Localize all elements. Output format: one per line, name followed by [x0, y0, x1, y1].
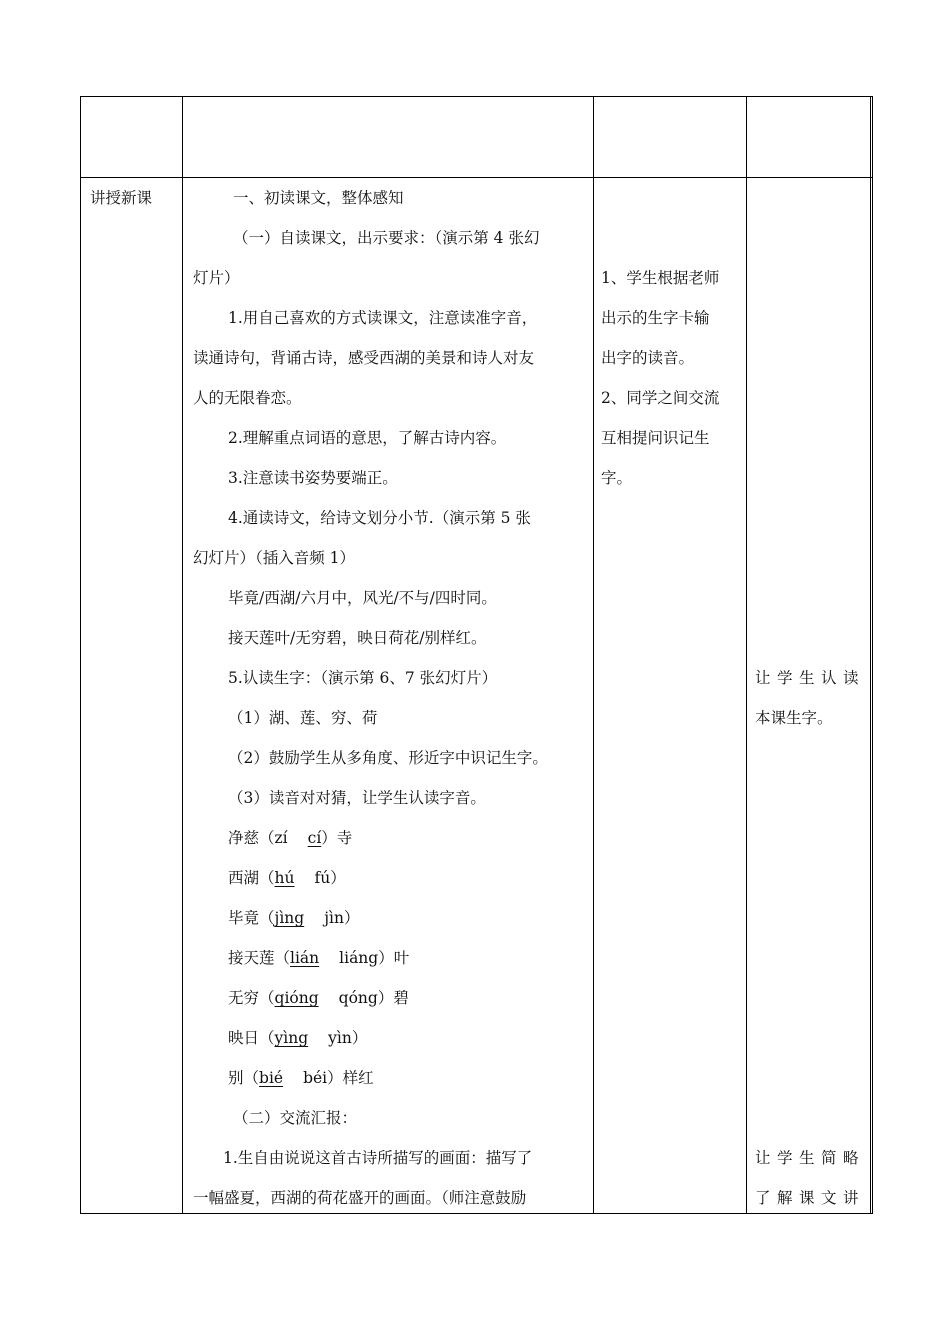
pinyin-choice-line	[183, 858, 593, 898]
student-activity-cell	[601, 258, 741, 498]
section-label-cell	[90, 178, 152, 218]
teacher-line: 3.注意读书姿势要端正。	[228, 469, 398, 487]
table-border-left	[80, 96, 81, 1214]
student-line: 2、同学之间交流	[601, 389, 720, 407]
teacher-line: 一幅盛夏，西湖的荷花盛开的画面。（师注意鼓励	[193, 1189, 527, 1207]
teacher-activity-cell	[183, 178, 593, 1218]
teacher-line: 人的无限眷恋。	[193, 389, 302, 407]
pinyin-option-b: liáng	[339, 949, 379, 967]
pinyin-option-a: hú	[274, 869, 295, 887]
pinyin-option-a: qióng	[274, 989, 319, 1007]
pinyin-option-a: jìng	[274, 909, 305, 927]
pinyin-option-b: qóng	[338, 989, 378, 1007]
teacher-line: 1.用自己喜欢的方式读课文，注意读准字音，	[228, 309, 538, 327]
intent-line: 本课生字。	[755, 709, 833, 727]
pinyin-choice-line	[183, 898, 593, 938]
intent-line: 让学生简略	[755, 1149, 866, 1167]
pinyin-choice-line	[183, 978, 593, 1018]
pinyin-choice-line	[183, 938, 593, 978]
teacher-line: （3）读音对对猜，让学生认读字音。	[228, 789, 486, 807]
pinyin-choice-line	[183, 818, 593, 858]
table-border-top	[80, 96, 873, 97]
teacher-line: 4.通读诗文，给诗文划分小节.（演示第 5 张	[228, 509, 531, 527]
teacher-line: （一）自读课文，出示要求：（演示第 4 张幻	[233, 229, 540, 247]
pinyin-word: 映日（	[228, 1029, 275, 1047]
pinyin-choice-line	[183, 1018, 593, 1058]
pinyin-word: 接天莲（	[228, 949, 291, 967]
student-line: 出字的读音。	[601, 349, 695, 367]
pinyin-option-b: jìn	[324, 909, 344, 927]
pinyin-word-end: ）样红	[327, 1069, 374, 1087]
teacher-line: 灯片）	[193, 269, 240, 287]
teacher-line: （2）鼓励学生从多角度、形近字中识记生字。	[228, 749, 548, 767]
pinyin-word-end: ）	[351, 1029, 368, 1047]
pinyin-option-b: fú	[314, 869, 331, 887]
pinyin-word: 毕竟（	[228, 909, 275, 927]
teacher-line: 2.理解重点词语的意思，了解古诗内容。	[228, 429, 507, 447]
teacher-line: 接天莲叶/无穷碧，映日荷花/别样红。	[228, 629, 487, 647]
teacher-line: 5.认读生字：（演示第 6、7 张幻灯片）	[228, 669, 498, 687]
pinyin-word-end: ）	[330, 869, 346, 887]
teacher-line: 毕竟/西湖/六月中，风光/不与/四时同。	[228, 589, 497, 607]
intent-line: 让学生认读	[755, 669, 866, 687]
pinyin-word-end: ）碧	[377, 989, 409, 1007]
pinyin-word: 别（	[228, 1069, 260, 1087]
column-divider-3	[746, 96, 747, 1214]
table-border-right-outer	[872, 96, 873, 1214]
pinyin-option-b: cí	[307, 829, 322, 847]
pinyin-option-a: yìng	[274, 1029, 309, 1047]
pinyin-word-end: ）寺	[321, 829, 353, 847]
design-intent-block-2	[755, 1138, 867, 1218]
teacher-line: （二）交流汇报：	[233, 1109, 358, 1127]
section-label: 讲授新课	[90, 189, 153, 207]
pinyin-option-b: béi	[303, 1069, 328, 1087]
pinyin-option-a: lián	[290, 949, 320, 967]
student-line: 出示的生字卡输	[601, 309, 710, 327]
student-line: 1、学生根据老师	[601, 269, 720, 287]
teacher-line: （1）湖、莲、穷、荷	[228, 709, 378, 727]
pinyin-option-a: bié	[259, 1069, 284, 1087]
design-intent-block-1	[755, 658, 867, 738]
pinyin-choice-line	[183, 1058, 593, 1098]
pinyin-option-b: yìn	[328, 1029, 352, 1047]
student-line: 字。	[601, 469, 633, 487]
intent-line: 了解课文讲	[755, 1189, 866, 1207]
pinyin-option-a: zí	[274, 829, 288, 847]
pinyin-word-end: ）	[343, 909, 360, 927]
teacher-line: 幻灯片）（插入音频 1）	[193, 549, 356, 567]
pinyin-word: 西湖（	[228, 869, 275, 887]
column-divider-2	[593, 96, 594, 1214]
teacher-line: 一、初读课文，整体感知	[233, 189, 404, 207]
pinyin-word: 无穷（	[228, 989, 275, 1007]
student-line: 互相提问识记生	[601, 429, 710, 447]
lesson-plan-table	[80, 96, 873, 1214]
pinyin-word-end: ）叶	[378, 949, 410, 967]
teacher-line: 读通诗句，背诵古诗，感受西湖的美景和诗人对友	[193, 349, 535, 367]
table-border-right	[870, 96, 871, 1214]
teacher-line: 1.生自由说说这首古诗所描写的画面：描写了	[223, 1149, 533, 1167]
pinyin-word: 净慈（	[228, 829, 275, 847]
